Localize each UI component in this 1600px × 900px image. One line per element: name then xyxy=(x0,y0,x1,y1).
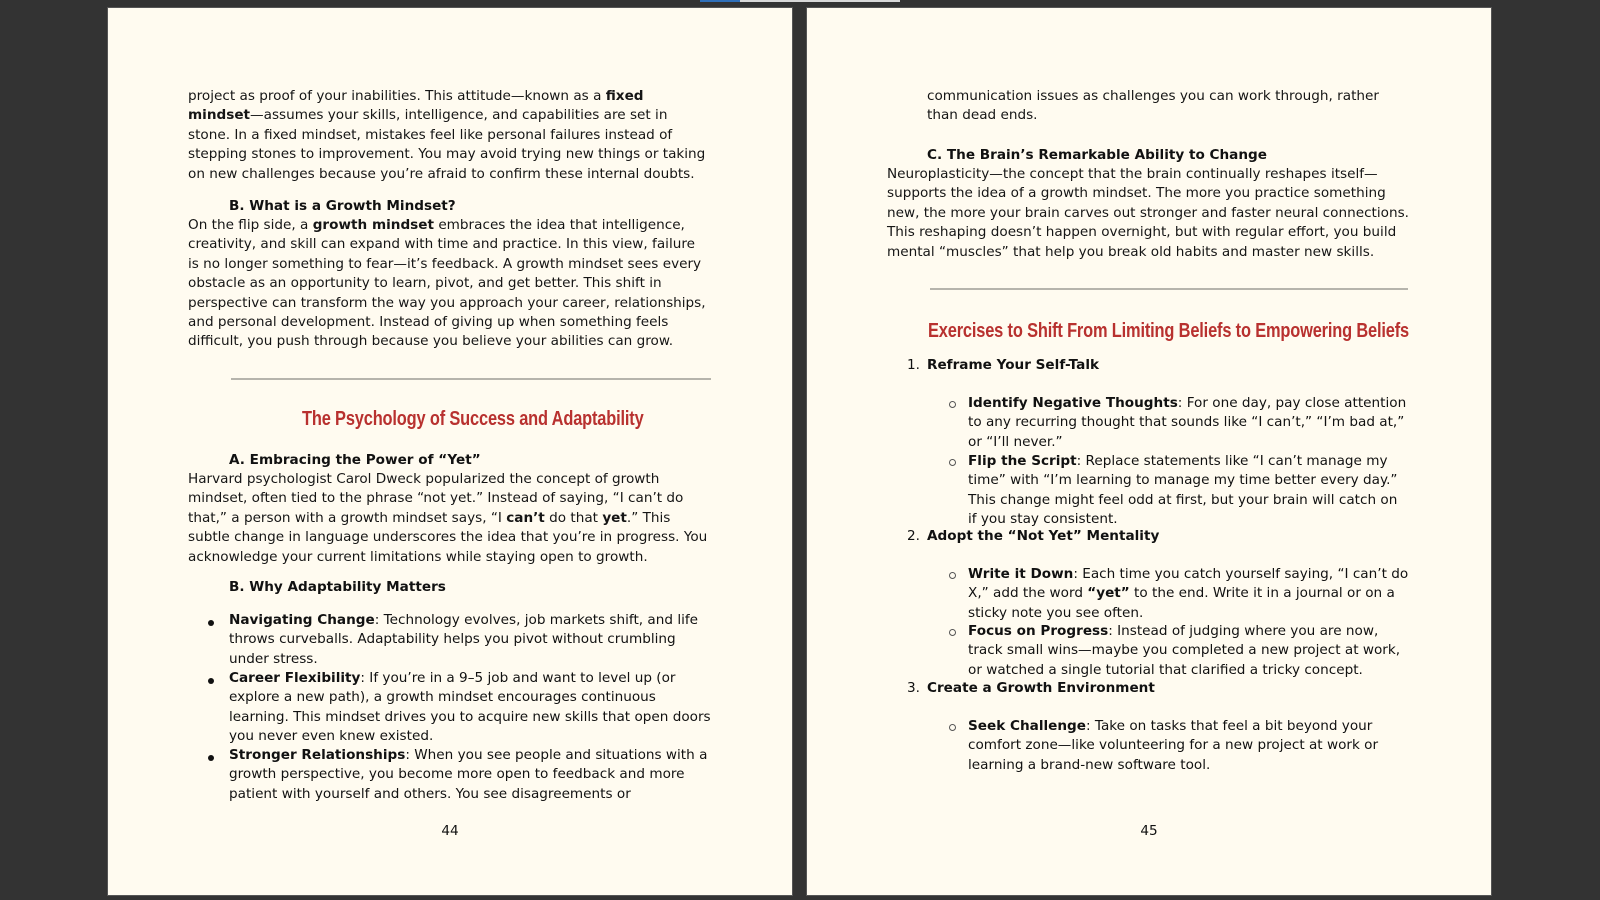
bold-term: can’t xyxy=(506,509,545,526)
list-number: 3. xyxy=(907,680,920,696)
bold-term: Career Flexibility xyxy=(229,670,361,686)
exercise-title: Reframe Your Self-Talk xyxy=(927,357,1100,373)
bold-term: Focus on Progress xyxy=(968,623,1109,639)
text: Harvard psychologist Carol Dweck popularized the concept of growth mindset, often tied to the phrase “not yet.” Instead of saying, “I can’t do that,” a person with a growth mindset says, “I xyxy=(188,471,684,526)
adaptability-heading: B. Why Adaptability Matters xyxy=(229,579,446,595)
continuation-paragraph: communication issues as challenges you can work through, rather than dead ends. xyxy=(927,88,1379,124)
bold-term: Write it Down xyxy=(968,566,1074,582)
bold-term: fixed mindset xyxy=(188,88,644,124)
bullet-icon xyxy=(208,620,214,626)
list-number: 1. xyxy=(907,357,920,373)
page-44 xyxy=(107,7,793,896)
circle-bullet-icon xyxy=(949,572,956,579)
list-item xyxy=(968,622,1408,680)
growth-mindset-paragraph xyxy=(188,216,708,352)
bold-term: Identify Negative Thoughts xyxy=(968,395,1178,411)
power-of-yet-heading: A. Embracing the Power of “Yet” xyxy=(229,452,481,468)
list-item xyxy=(968,565,1413,623)
bold-term: “yet” xyxy=(1087,585,1130,602)
bold-term: yet xyxy=(602,509,627,526)
text: : When you see people and situations with a growth perspective, you become more open to feedback and more patient with yourself and others. You see disagreements or xyxy=(229,747,708,802)
list-item xyxy=(968,452,1408,530)
text: On the flip side, a xyxy=(188,217,313,233)
list-number: 2. xyxy=(907,528,920,544)
circle-bullet-icon xyxy=(949,629,956,636)
text: —assumes your skills, intelligence, and capabilities are set in stone. In a fixed mindset, mistakes feel like personal failures instead of stepping stones to improvement. You may avoid trying new things or taking on new challenges because you’re afraid to confirm these internal doubts. xyxy=(188,107,706,182)
list-item xyxy=(229,746,709,804)
bold-term: Seek Challenge xyxy=(968,718,1086,734)
bold-term: Navigating Change xyxy=(229,612,375,628)
fixed-mindset-paragraph xyxy=(188,87,708,184)
text: project as proof of your inabilities. This attitude—known as a xyxy=(188,88,606,104)
exercise-title: Adopt the “Not Yet” Mentality xyxy=(927,528,1160,544)
reading-progress-fill xyxy=(700,0,740,2)
list-item xyxy=(229,611,719,669)
bold-term: Flip the Script xyxy=(968,453,1077,469)
text: : Instead of judging where you are now, track small wins—maybe you completed a new project at work, or watched a single tutorial that clarified a tricky concept. xyxy=(968,623,1401,678)
exercise-title: Create a Growth Environment xyxy=(927,680,1155,696)
list-item xyxy=(968,717,1408,775)
divider xyxy=(231,378,711,380)
text: do that xyxy=(544,509,603,526)
list-item xyxy=(968,394,1418,452)
neuroplasticity-paragraph: Neuroplasticity—the concept that the brain continually reshapes itself—supports the idea of a growth mindset. The more you practice something new, the more your brain carves out stronger and faster neural connections. This reshaping doesn’t happen overnight, but with regular effort, you build mental “muscles” that help you break old habits and master new skills. xyxy=(887,166,1409,260)
text: : Replace statements like “I can’t manage my time” with “I’m learning to manage my time better every day.” This change might feel odd at first, but your brain will catch on if you stay consistent. xyxy=(968,453,1398,528)
section-title-psychology: The Psychology of Success and Adaptability xyxy=(302,408,644,430)
text: .” This subtle change in language underscores the idea that you’re in progress. You acknowledge your current limitations while staying open to growth. xyxy=(188,509,708,565)
brain-change-heading: C. The Brain’s Remarkable Ability to Change xyxy=(927,147,1267,163)
text: embraces the idea that intelligence, creativity, and skill can expand with time and practice. In this view, failure is no longer something to fear—it’s feedback. A growth mindset sees every obstacle as an opportunity to learn, pivot, and get better. This shift in perspective can transform the way you approach your career, relationships, and personal development. Instead of giving up when something feels difficult, you push through because you believe your abilities can grow. xyxy=(188,217,706,350)
circle-bullet-icon xyxy=(949,459,956,466)
power-of-yet-paragraph xyxy=(188,470,708,567)
text: : Technology evolves, job markets shift, and life throws curveballs. Adaptability helps you pivot without crumbling under stress. xyxy=(229,612,699,667)
page-number: 44 xyxy=(441,823,459,839)
reading-progress-bar xyxy=(700,0,900,2)
page-45 xyxy=(806,7,1492,896)
circle-bullet-icon xyxy=(949,724,956,731)
text: to the end. Write it in a journal or on a sticky note you see often. xyxy=(968,585,1395,621)
list-item xyxy=(229,669,719,747)
text: : For one day, pay close attention to any recurring thought that sounds like “I can’t,” “I’m bad at,” or “I’ll never.” xyxy=(968,395,1407,450)
bold-term: Stronger Relationships xyxy=(229,747,406,763)
text: : If you’re in a 9–5 job and want to level up (or explore a new path), a growth mindset encourages continuous learning. This mindset drives you to acquire new skills that open doors you never even knew existed. xyxy=(229,670,711,745)
bullet-icon xyxy=(208,678,214,684)
text: : Each time you catch yourself saying, “I can’t do X,” add the word xyxy=(968,566,1409,602)
text: : Take on tasks that feel a bit beyond your comfort zone—like volunteering for a new project at work or learning a brand-new software tool. xyxy=(968,718,1379,773)
divider xyxy=(930,288,1408,290)
circle-bullet-icon xyxy=(949,401,956,408)
bold-term: growth mindset xyxy=(312,217,434,233)
growth-mindset-heading: B. What is a Growth Mindset? xyxy=(229,198,456,214)
section-title-exercises: Exercises to Shift From Limiting Beliefs to Empowering Beliefs xyxy=(928,320,1410,342)
page-number: 45 xyxy=(1140,823,1158,839)
bullet-icon xyxy=(208,755,214,761)
